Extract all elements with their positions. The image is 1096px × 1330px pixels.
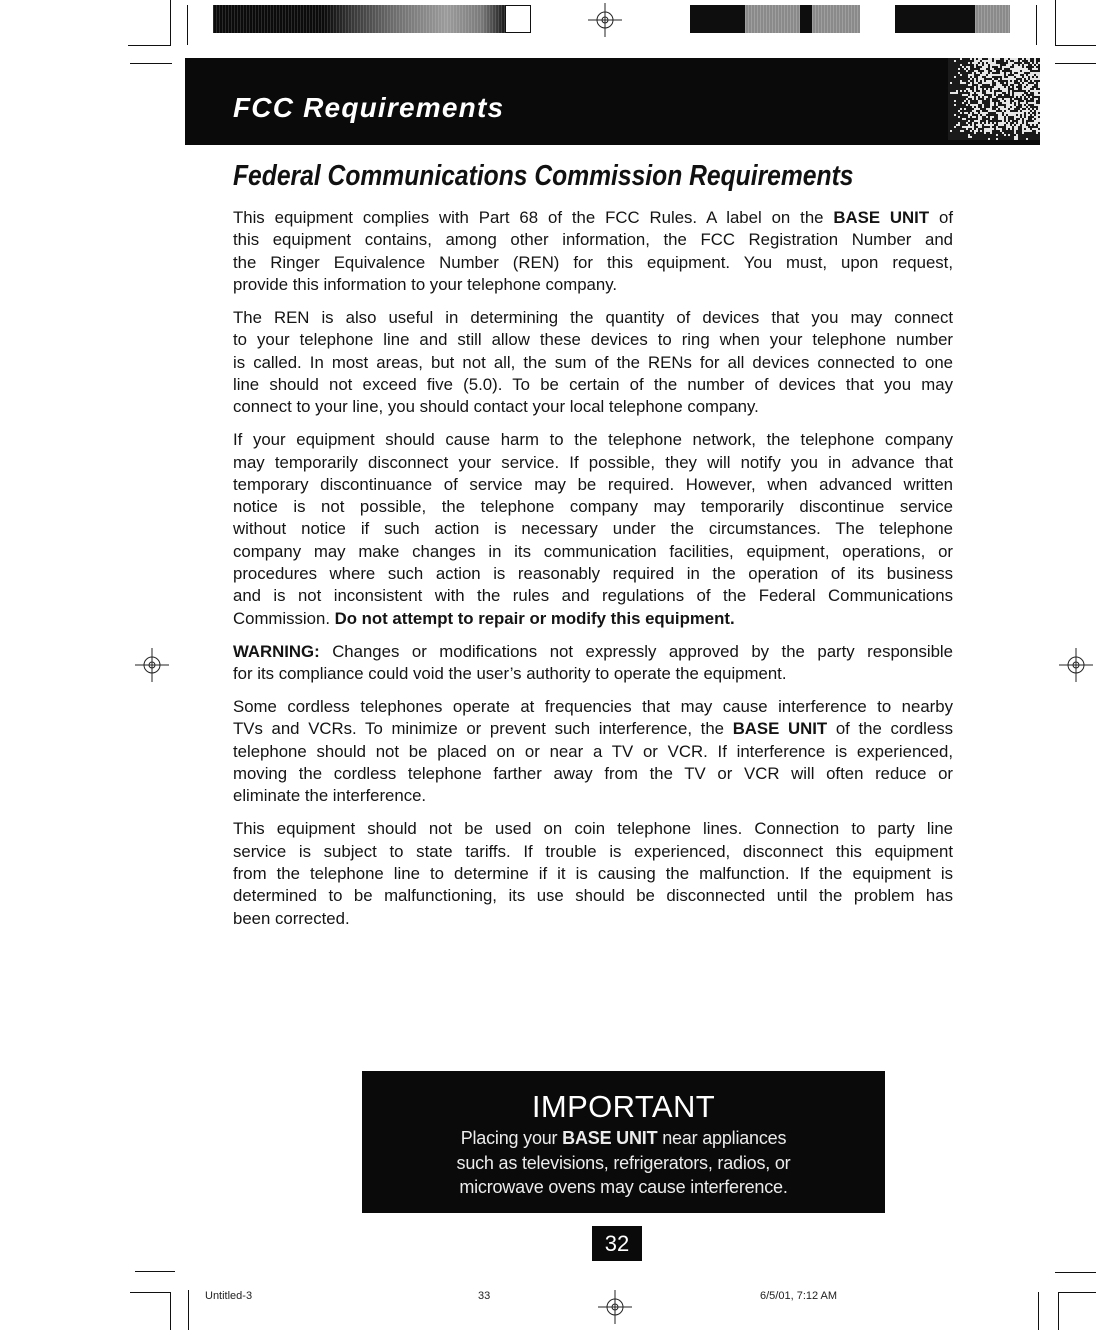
text-run: temporary discontinuance of service may be required. However, when advanced written	[233, 474, 953, 494]
paragraph	[233, 641, 953, 686]
text-line	[233, 352, 953, 374]
text-run: Placing your	[460, 1128, 563, 1148]
paragraph	[233, 696, 953, 807]
text-run: This equipment complies with Part 68 of the FCC Rules. A label on the	[233, 208, 834, 227]
text-run: Commission.	[233, 608, 335, 628]
text-run: line should not exceed five (5.0). To be certain of the number of devices that you may	[233, 374, 953, 394]
text-line	[233, 741, 953, 763]
crop-line	[128, 45, 171, 46]
text-line	[233, 307, 953, 329]
text-line	[233, 274, 953, 296]
crop-line	[1038, 1292, 1039, 1330]
page-number: 32	[592, 1226, 642, 1261]
text-line	[233, 252, 953, 274]
bold-text: WARNING:	[233, 641, 320, 661]
color-patch	[690, 5, 745, 33]
text-run: moving the cordless telephone farther away from the TV or VCR will often reduce or	[233, 764, 953, 784]
text-line	[233, 841, 953, 863]
crop-line	[1055, 63, 1096, 64]
text-run: The REN is also useful in determining the quantity of devices that you may connect	[233, 307, 953, 327]
text-run: been corrected.	[233, 908, 350, 928]
color-patch	[895, 5, 975, 33]
important-heading: IMPORTANT	[531, 1089, 716, 1124]
text-line	[233, 474, 953, 496]
crop-line	[1055, 1272, 1096, 1273]
text-run: from the telephone line to determine if it is causing the malfunction. If the equipment is	[233, 864, 953, 883]
text-run: This equipment should not be used on coin telephone lines. Connection to party line	[233, 819, 953, 839]
text-run: may temporarily disconnect your service. If possible, they will notify you in advance that	[233, 452, 953, 472]
crop-line	[1058, 1292, 1059, 1330]
text-run: is called. In most areas, but not all, the sum of the RENs for all devices connected to one	[233, 352, 953, 372]
text-run: microwave ovens may cause interference.	[459, 1177, 788, 1197]
text-run: Some cordless telephones operate at frequencies that may cause interference to nearby	[233, 697, 953, 717]
text-line	[362, 1151, 885, 1176]
text-run: of the cordless	[827, 719, 954, 739]
text-line	[233, 229, 953, 251]
important-notice-box	[362, 1071, 885, 1213]
crop-line	[135, 1271, 175, 1272]
registration-mark-icon	[1056, 645, 1096, 685]
color-patch	[800, 5, 812, 33]
text-run: If your equipment should cause harm to the telephone network, the telephone company	[233, 430, 953, 450]
paragraph	[233, 207, 953, 296]
crop-line	[1036, 5, 1037, 45]
color-patch	[745, 5, 800, 33]
paragraph	[233, 818, 953, 929]
text-run: eliminate the interference.	[233, 786, 427, 806]
text-line	[362, 1126, 885, 1151]
bold-text: Do not attempt to repair or modify this equipment.	[334, 608, 735, 628]
page-title: Federal Communications Commission Requirements	[233, 160, 854, 192]
bold-text: BASE UNIT	[833, 208, 930, 227]
text-line	[233, 763, 953, 785]
bold-text: BASE UNIT	[732, 719, 828, 739]
text-line	[233, 396, 953, 418]
text-line	[233, 541, 953, 563]
crop-line	[130, 63, 172, 64]
crop-line	[170, 0, 171, 45]
halftone-pattern	[948, 58, 1040, 140]
text-run: Changes or modifications not expressly approved by the party responsible	[319, 641, 953, 661]
text-run: near appliances	[657, 1128, 787, 1148]
crop-line	[130, 1292, 170, 1293]
text-line	[233, 718, 953, 740]
text-line	[233, 663, 953, 685]
text-line	[233, 696, 953, 718]
text-run: such as televisions, refrigerators, radios, or	[456, 1152, 791, 1173]
paragraph	[233, 429, 953, 630]
footer-timestamp: 6/5/01, 7:12 AM	[760, 1290, 838, 1302]
registration-mark-icon	[132, 645, 172, 685]
text-run: of	[929, 208, 953, 227]
bold-text: BASE UNIT	[562, 1128, 658, 1148]
text-run: without notice if such action is necessary under the circumstances. The telephone	[233, 519, 953, 539]
text-run: determined to be malfunctioning, its use should be disconnected until the problem has	[233, 886, 953, 906]
text-run: for its compliance could void the user’s authority to operate the equipment.	[233, 664, 787, 684]
footer-sheet-number: 33	[478, 1290, 491, 1302]
text-run: TVs and VCRs. To minimize or prevent such interference, the	[233, 719, 733, 739]
paragraph	[233, 307, 953, 418]
text-line	[233, 908, 953, 930]
text-line	[233, 452, 953, 474]
text-run: company may make changes in its communication facilities, equipment, operations, or	[233, 541, 953, 561]
crop-line	[1055, 0, 1056, 45]
body-text	[233, 207, 953, 941]
text-line	[233, 207, 953, 229]
color-patch	[975, 5, 1010, 33]
section-title: FCC Requirements	[233, 92, 505, 123]
text-line	[362, 1175, 885, 1200]
color-patch	[812, 5, 860, 33]
crop-line	[170, 1292, 171, 1330]
crop-line	[1058, 1292, 1096, 1293]
text-run: the Ringer Equivalence Number (REN) for this equipment. You must, upon request,	[233, 252, 953, 272]
text-line	[233, 885, 953, 907]
text-run: service is subject to state tariffs. If trouble is experienced, disconnect this equipment	[233, 841, 953, 861]
crop-line	[188, 1290, 189, 1330]
text-run: and is not inconsistent with the rules and regulations of the Federal Communications	[233, 586, 953, 606]
crop-line	[187, 5, 188, 45]
section-header-band	[185, 58, 1040, 145]
text-run: telephone should not be placed on or near a TV or VCR. If interference is experienced,	[233, 741, 953, 761]
footer-file-name: Untitled-3	[205, 1290, 253, 1302]
important-text	[362, 1126, 885, 1200]
text-line	[233, 329, 953, 351]
crop-line	[1055, 45, 1096, 46]
text-line	[233, 863, 953, 885]
text-line	[233, 374, 953, 396]
text-line	[233, 518, 953, 540]
registration-bar-left	[213, 5, 505, 33]
text-line	[233, 641, 953, 663]
text-run: this equipment contains, among other information, the FCC Registration Number and	[233, 230, 953, 250]
text-line	[233, 429, 953, 451]
registration-mark-icon	[595, 1287, 635, 1327]
text-line	[233, 608, 953, 630]
text-line	[233, 785, 953, 807]
text-run: to your telephone line and still allow these devices to ring when your telephone number	[233, 330, 953, 350]
registration-mark-icon	[585, 0, 625, 40]
text-run: procedures where such action is reasonably required in the operation of its business	[233, 564, 953, 584]
text-line	[233, 563, 953, 585]
text-run: connect to your line, you should contact your local telephone company.	[233, 397, 759, 417]
text-line	[233, 585, 953, 607]
text-line	[233, 818, 953, 840]
registration-bar-box	[505, 5, 531, 33]
text-run: provide this information to your telephone company.	[233, 274, 618, 294]
text-line	[233, 496, 953, 518]
text-run: notice is not possible, the telephone company may temporarily discontinue service	[233, 497, 953, 517]
